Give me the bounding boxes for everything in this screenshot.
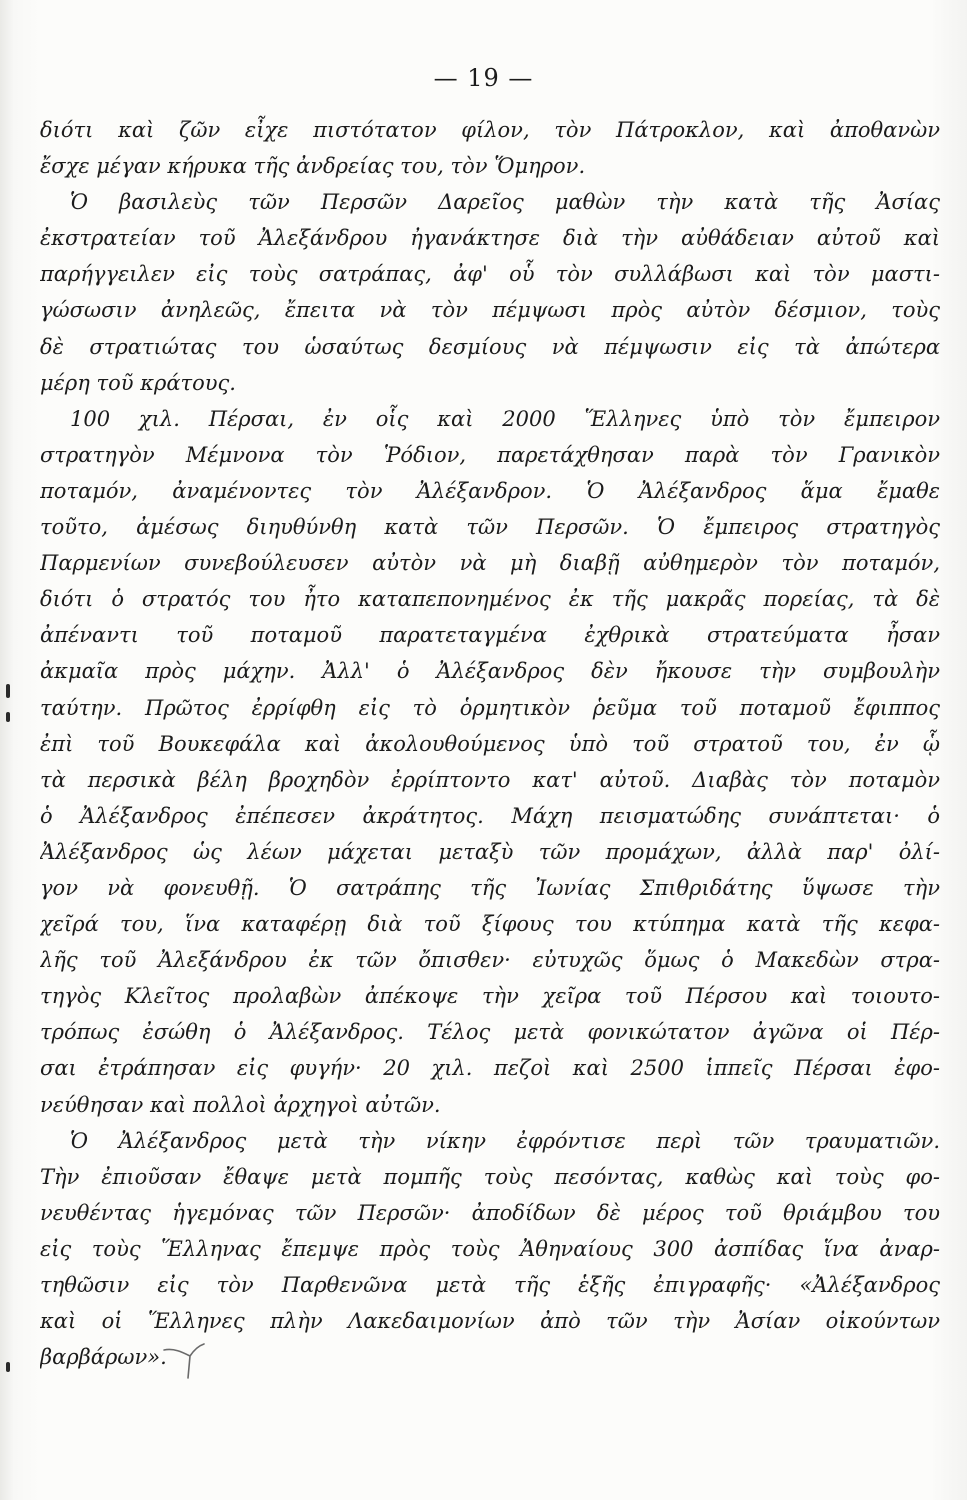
text-line: ἐκστρατείαν τοῦ Ἀλεξάνδρου ἠγανάκτησε διὰ τὴν αὐθάδειαν αὐτοῦ καὶ (40, 226, 940, 251)
text-line: τὰ περσικὰ βέλη βροχηδὸν ἐρρίπτοντο κατ' αὐτοῦ. Διαβὰς τὸν ποταμὸν (40, 767, 940, 792)
body-text (40, 112, 940, 1375)
text-line: τηθῶσιν εἰς τὸν Παρθενῶνα μετὰ τῆς ἑξῆς ἐπιγραφῆς· «Ἀλέξανδρος (40, 1273, 940, 1297)
text-line: ἀκμαῖα πρὸς μάχην. Ἀλλ' ὁ Ἀλέξανδρος δὲν ἤκουσε τὴν συμβουλὴν (40, 659, 940, 684)
text-line: δὲ στρατιώτας του ὡσαύτως δεσμίους νὰ πέμψωσιν εἰς τὰ ἀπώτερα (40, 334, 940, 359)
text-line: καὶ οἱ Ἕλληνες πλὴν Λακεδαιμονίων ἀπὸ τῶν τὴν Ἀσίαν οἰκούντων (40, 1309, 940, 1334)
text-line: νευθέντας ἡγεμόνας τῶν Περσῶν· ἀποδίδων δὲ μέρος τοῦ θριάμβου του (40, 1200, 940, 1225)
text-line: ὁ Ἀλέξανδρος ἐπέπεσεν ἀκράτητος. Μάχη πεισματώδης συνάπτεται· ὁ (40, 803, 940, 828)
text-line: μέρη τοῦ κράτους. (40, 370, 236, 395)
text-line: ἐπὶ τοῦ Βουκεφάλα καὶ ἀκολουθούμενος ὑπὸ τοῦ στρατοῦ του, ἐν ᾧ (40, 731, 940, 756)
text-line: Ὁ βασιλεὺς τῶν Περσῶν Δαρεῖος μαθὼν τὴν κατὰ τῆς Ἀσίας (70, 190, 940, 215)
text-line: νεύθησαν καὶ πολλοὶ ἀρχηγοὶ αὐτῶν. (40, 1092, 441, 1117)
text-line: τοῦτο, ἀμέσως διηυθύνθη κατὰ τῶν Περσῶν. Ὁ ἔμπειρος στρατηγὸς (40, 515, 940, 540)
text-line: παρήγγειλεν εἰς τοὺς σατράπας, ἀφ' οὗ τὸν συλλάβωσι καὶ τὸν μαστι- (40, 262, 940, 287)
text-line: Ὁ Ἀλέξανδρος μετὰ τὴν νίκην ἐφρόντισε περὶ τῶν τραυματιῶν. (70, 1128, 940, 1153)
page-number: — 19 — (433, 64, 534, 92)
text-line: τηγὸς Κλεῖτος προλαβὼν ἀπέκοψε τὴν χεῖρα τοῦ Πέρσου καὶ τοιουτο- (40, 984, 940, 1009)
text-line: γον νὰ φονευθῇ. Ὁ σατράπης τῆς Ἰωνίας Σπιθριδάτης ὕψωσε τὴν (40, 875, 940, 900)
text-line: τρόπως ἐσώθη ὁ Ἀλέξανδρος. Τέλος μετὰ φονικώτατον ἀγῶνα οἱ Πέρ- (40, 1020, 940, 1045)
text-line: στρατηγὸν Μέμνονα τὸν Ῥόδιον, παρετάχθησαν παρὰ τὸν Γρανικὸν (40, 442, 940, 467)
text-line: λῆς τοῦ Ἀλεξάνδρου ἐκ τῶν ὄπισθεν· εὐτυχῶς ὅμως ὁ Μακεδὼν στρα- (40, 948, 940, 973)
margin-ink-mark (6, 712, 10, 722)
text-line: ἀπέναντι τοῦ ποταμοῦ παρατεταγμένα ἐχθρικὰ στρατεύματα ἦσαν (40, 623, 940, 648)
margin-ink-mark (6, 684, 10, 698)
text-line: γώσωσιν ἀνηλεῶς, ἔπειτα νὰ τὸν πέμψωσι πρὸς αὐτὸν δέσμιον, τοὺς (40, 298, 940, 323)
text-line: εἰς τοὺς Ἕλληνας ἔπεμψε πρὸς τοὺς Ἀθηναίους 300 ἀσπίδας ἵνα ἀναρ- (40, 1236, 940, 1261)
text-line: Τὴν ἐπιοῦσαν ἔθαψε μετὰ πομπῆς τοὺς πεσόντας, καθὼς καὶ τοὺς φο- (40, 1164, 940, 1189)
margin-ink-mark (6, 1362, 10, 1372)
text-line: ταύτην. Πρῶτος ἐρρίφθη εἰς τὸ ὁρμητικὸν ῥεῦμα τοῦ ποταμοῦ ἔφιππος (40, 695, 940, 720)
text-line: σαι ἐτράπησαν εἰς φυγήν· 20 χιλ. πεζοὶ καὶ 2500 ἱππεῖς Πέρσαι ἐφο- (40, 1056, 940, 1081)
text-line: βαρβάρων». (40, 1345, 167, 1370)
text-line: Παρμενίων συνεβούλευσεν αὐτὸν νὰ μὴ διαβῇ αὐθημερὸν τὸν ποταμόν, (40, 551, 940, 576)
text-line: χεῖρά του, ἵνα καταφέρῃ διὰ τοῦ ξίφους του κτύπημα κατὰ τῆς κεφα- (40, 912, 940, 937)
text-line: διότι ὁ στρατός του ἦτο καταπεπονημένος ἐκ τῆς μακρᾶς πορείας, τὰ δὲ (40, 587, 940, 612)
text-line: διότι καὶ ζῶν εἶχε πιστότατον φίλον, τὸν Πάτροκλον, καὶ ἀποθανὼν (40, 118, 940, 142)
text-line: 100 χιλ. Πέρσαι, ἐν οἷς καὶ 2000 Ἕλληνες ὑπὸ τὸν ἔμπειρον (70, 406, 940, 431)
text-line: Ἀλέξανδρος ὡς λέων μάχεται μεταξὺ τῶν προμάχων, ἀλλὰ παρ' ὀλί- (40, 839, 940, 864)
pencil-check-mark-icon (160, 1342, 208, 1382)
text-line: ποταμόν, ἀναμένοντες τὸν Ἀλέξανδρον. Ὁ Ἀλέξανδρος ἅμα ἔμαθε (40, 478, 940, 503)
text-line: ἔσχε μέγαν κήρυκα τῆς ἀνδρείας του, τὸν Ὅμηρον. (40, 154, 586, 179)
